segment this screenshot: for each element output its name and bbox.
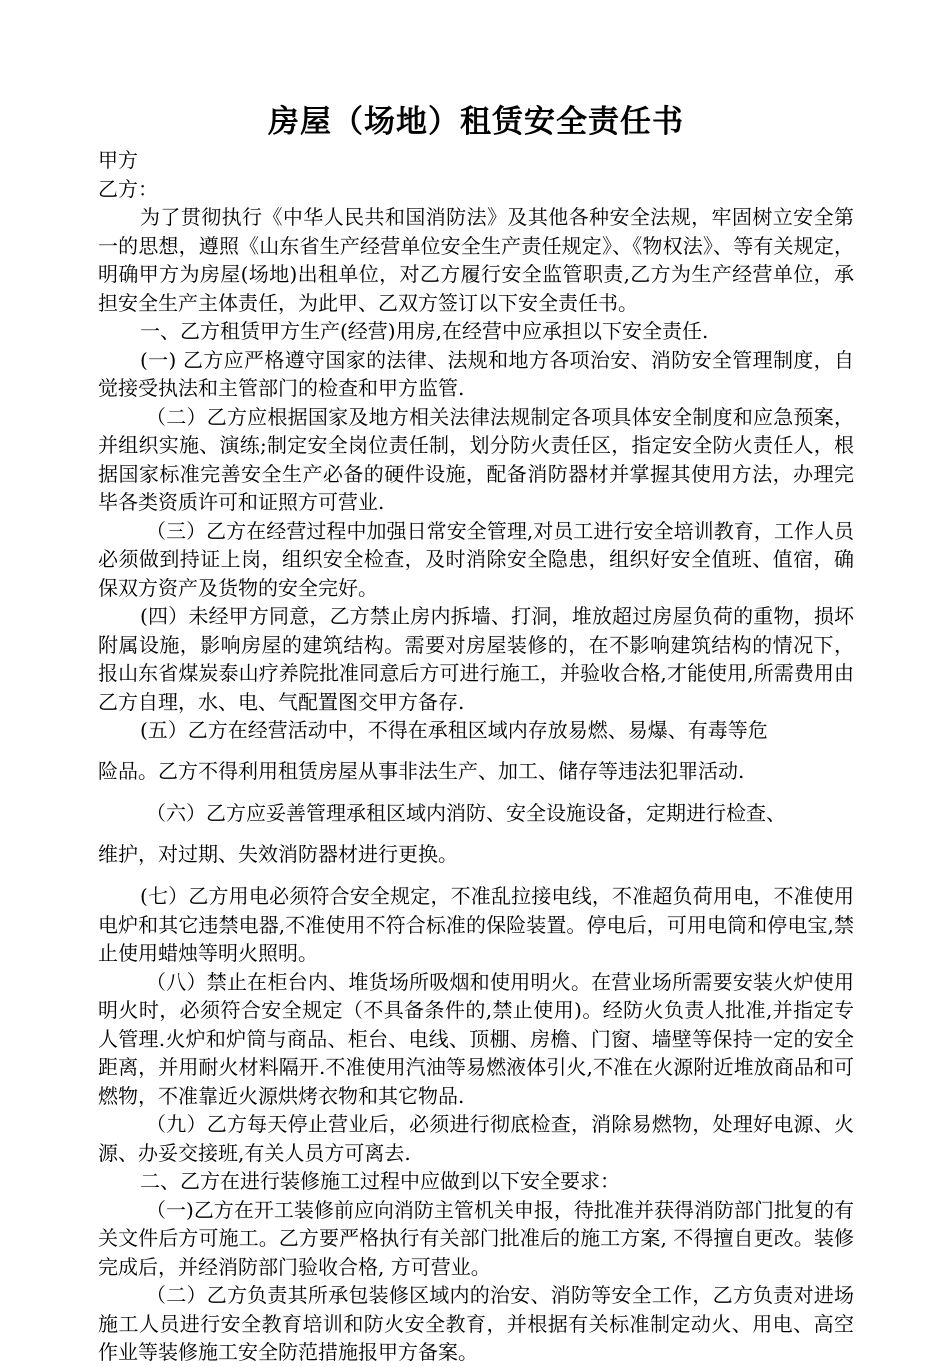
clause-1-5-line2: 险品。乙方不得利用租赁房屋从事非法生产、加工、储存等违法犯罪活动. (98, 758, 745, 783)
document-title: 房屋（场地）租赁安全责任书 (268, 104, 684, 140)
section-two-heading: 二、乙方在进行装修施工过程中应做到以下安全要求： (140, 1169, 620, 1193)
clause-1-8: （八）禁止在柜台内、堆货场所吸烟和使用明火。在营业场所需要安装火炉使用明火时，必须符合安全规定（不具备条件的,禁止使用)。经防火负责人批准,并指定专人管理.火炉和炉筒与商品、柜台、电线、顶棚、房檐、门窗、墙壁等保持一定的安全距离，并用耐火材料隔开.不准使用汽油等易燃液体引火,不准在火源附近堆放商品和可燃物，不准靠近火源烘烤衣物和其它物品. (98, 969, 854, 1108)
clause-1-3: （三）乙方在经营过程中加强日常安全管理,对员工进行安全培训教育，工作人员必须做到持证上岗，组织安全检查，及时消除安全隐患，组织好安全值班、值宿，确保双方资产及货物的安全完好。 (98, 518, 854, 600)
party-b-label: 乙方： (98, 176, 158, 201)
clause-1-5-line1: (五）乙方在经营活动中，不得在承租区域内存放易燃、易爆、有毒等危 (140, 718, 768, 742)
clause-1-7: (七）乙方用电必须符合安全规定，不准乱拉接电线，不准超负荷用电，不准使用电炉和其它违禁电器,不准使用不符合标准的保险装置。停电后，可用电筒和停电宝,禁止使用蜡烛等明火照明。 (98, 884, 854, 965)
clause-2-1: （一)乙方在开工装修前应向消防主管机关申报，待批准并获得消防部门批复的有关文件后方可施工。乙方要严格执行有关部门批准后的施工方案, 不得擅自更改。装修完成后，并经消防部门验收合格, 方可营业。 (98, 1197, 854, 1279)
clause-1-4: (四）未经甲方同意，乙方禁止房内拆墙、打洞，堆放超过房屋负荷的重物，损坏附属设施，影响房屋的建筑结构。需要对房屋装修的，在不影响建筑结构的情况下，报山东省煤炭泰山疗养院批准同意后方可进行施工，并验收合格,才能使用,所需费用由乙方自理，水、电、气配置图交甲方备存. (98, 604, 854, 714)
clause-1-6-line1: （六）乙方应妥善管理承租区域内消防、安全设施设备，定期进行检查、 (146, 801, 786, 825)
document-body (98, 146, 854, 1367)
party-a-label: 甲方 (98, 148, 138, 172)
clause-1-1: (一) 乙方应严格遵守国家的法律、法规和地方各项治安、消防安全管理制度，自觉接受执法和主管部门的检查和甲方监管. (98, 347, 854, 400)
section-one-heading: 一、乙方租赁甲方生产(经营)用房,在经营中应承担以下安全责任. (140, 319, 709, 343)
clause-1-9: （九）乙方每天停止营业后，必须进行彻底检查，消除易燃物，处理好电源、火源、办妥交接班,有关人员方可离去. (98, 1112, 854, 1165)
clause-2-2: （二）乙方负责其所承包装修区域内的治安、消防等安全工作，乙方负责对进场施工人员进行安全教育培训和防火安全教育，并根据有关标准制定动火、用电、高空作业等装修施工安全防范措施报甲方备案。 (98, 1283, 854, 1364)
preamble-paragraph: 为了贯彻执行《中华人民共和国消防法》及其他各种安全法规，牢固树立安全第一的思想，遵照《山东省生产经营单位安全生产责任规定》、《物权法》、等有关规定，明确甲方为房屋(场地)出租单位，对乙方履行安全监管职责,乙方为生产经营单位，承担安全生产主体责任，为此甲、乙双方签订以下安全责任书。 (98, 205, 854, 315)
clause-1-2: （二）乙方应根据国家及地方相关法律法规制定各项具体安全制度和应急预案，并组织实施、演练;制定安全岗位责任制，划分防火责任区，指定安全防火责任人，根据国家标准完善安全生产必备的硬件设施，配备消防器材并掌握其使用方法，办理完毕各类资质许可和证照方可营业. (98, 404, 854, 514)
clause-1-6-line2: 维护，对过期、失效消防器材进行更换。 (98, 841, 458, 866)
